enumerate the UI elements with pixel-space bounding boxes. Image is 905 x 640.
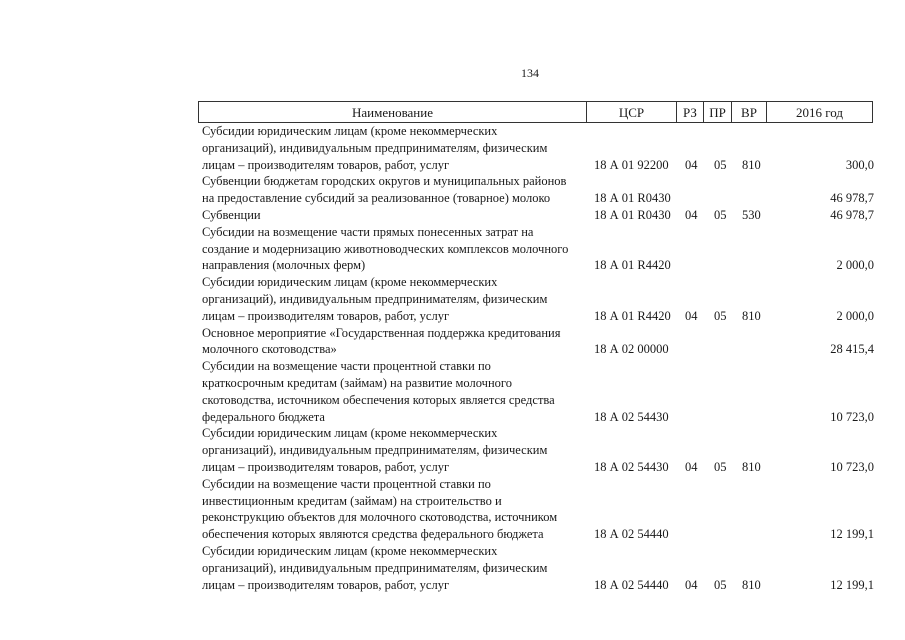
table-row [198, 476, 878, 543]
row-csr: 18 А 02 54440 [594, 527, 669, 542]
row-csr: 18 А 02 54440 [594, 577, 669, 592]
row-pr: 05 [714, 308, 727, 323]
row-value: 10 723,0 [830, 459, 874, 474]
row-name: Субсидии на возмещение части прямых понесенных затрат на создание и модернизацию животноводческих комплексов молочного направления (молочных ферм) [202, 224, 569, 273]
row-vr: 530 [742, 207, 761, 222]
row-pr: 05 [714, 459, 727, 474]
row-csr: 18 А 01 R4420 [594, 258, 671, 273]
row-name: Субсидии юридическим лицам (кроме некоммерческих организаций), индивидуальным предпринимателям, физическим лицам – производителям товаров, работ, услуг [202, 124, 548, 172]
row-name: Субсидии юридическим лицам (кроме некоммерческих организаций), индивидуальным предпринимателям, физическим лицам – производителям товаров, работ, услуг [202, 543, 548, 592]
row-csr: 18 А 01 R0430 [594, 191, 671, 206]
row-pr: 05 [714, 577, 727, 592]
row-value: 46 978,7 [830, 191, 874, 206]
row-name: Субсидии юридическим лицам (кроме некоммерческих организаций), индивидуальным предпринимателям, физическим лицам – производителям товаров, работ, услуг [202, 275, 548, 323]
row-csr: 18 А 01 R4420 [594, 308, 671, 323]
row-rz: 04 [685, 459, 698, 474]
row-pr: 05 [714, 157, 727, 172]
row-rz: 04 [685, 308, 698, 323]
row-name: Субсидии на возмещение части процентной ставки по краткосрочным кредитам (займам) на развитие молочного скотоводства, источником обеспечения которых является средства федерального бюджета [202, 359, 555, 424]
header-rz: РЗ [676, 102, 703, 122]
row-value: 12 199,1 [830, 527, 874, 542]
table-row [198, 173, 878, 207]
row-csr: 18 А 02 00000 [594, 342, 669, 357]
row-value: 46 978,7 [830, 207, 874, 222]
table-row [198, 325, 878, 359]
row-csr: 18 А 02 54430 [594, 409, 669, 424]
row-name: Субвенции [202, 207, 261, 222]
header-name: Наименование [198, 102, 586, 122]
page-number: 134 [521, 66, 539, 80]
table-row [198, 123, 878, 173]
row-vr: 810 [742, 308, 761, 323]
row-rz: 04 [685, 577, 698, 592]
row-vr: 810 [742, 577, 761, 592]
table-row [198, 358, 878, 425]
table-header [198, 101, 873, 123]
row-name: Субвенции бюджетам городских округов и муниципальных районов на предоставление субсидий за реализованное (товарное) молоко [202, 174, 567, 206]
row-csr: 18 А 01 92200 [594, 157, 669, 172]
row-value: 28 415,4 [830, 342, 874, 357]
row-rz: 04 [685, 207, 698, 222]
row-name: Субсидии юридическим лицам (кроме некоммерческих организаций), индивидуальным предпринимателям, физическим лицам – производителям товаров, работ, услуг [202, 426, 548, 474]
header-csr: ЦСР [586, 102, 676, 122]
row-pr: 05 [714, 207, 727, 222]
table-row [198, 274, 878, 324]
header-year: 2016 год [766, 102, 873, 122]
row-value: 2 000,0 [836, 258, 874, 273]
table-row [198, 543, 878, 593]
row-vr: 810 [742, 157, 761, 172]
row-name: Субсидии на возмещение части процентной ставки по инвестиционным кредитам (займам) на строительство и реконструкцию объектов для молочного скотоводства, источником обеспечения которых являются средства федерального бюджета [202, 476, 558, 542]
row-rz: 04 [685, 157, 698, 172]
row-value: 10 723,0 [830, 409, 874, 424]
row-value: 2 000,0 [836, 308, 874, 323]
row-vr: 810 [742, 459, 761, 474]
header-pr: ПР [703, 102, 731, 122]
row-csr: 18 А 01 R0430 [594, 207, 671, 222]
row-name: Основное мероприятие «Государственная поддержка кредитования молочного скотоводства» [202, 325, 561, 357]
row-value: 300,0 [845, 157, 874, 172]
table-row [198, 207, 878, 224]
row-csr: 18 А 02 54430 [594, 459, 669, 474]
table-row [198, 425, 878, 475]
table-row [198, 224, 878, 274]
header-vr: ВР [731, 102, 766, 122]
row-value: 12 199,1 [830, 577, 874, 592]
table-body [198, 123, 878, 593]
